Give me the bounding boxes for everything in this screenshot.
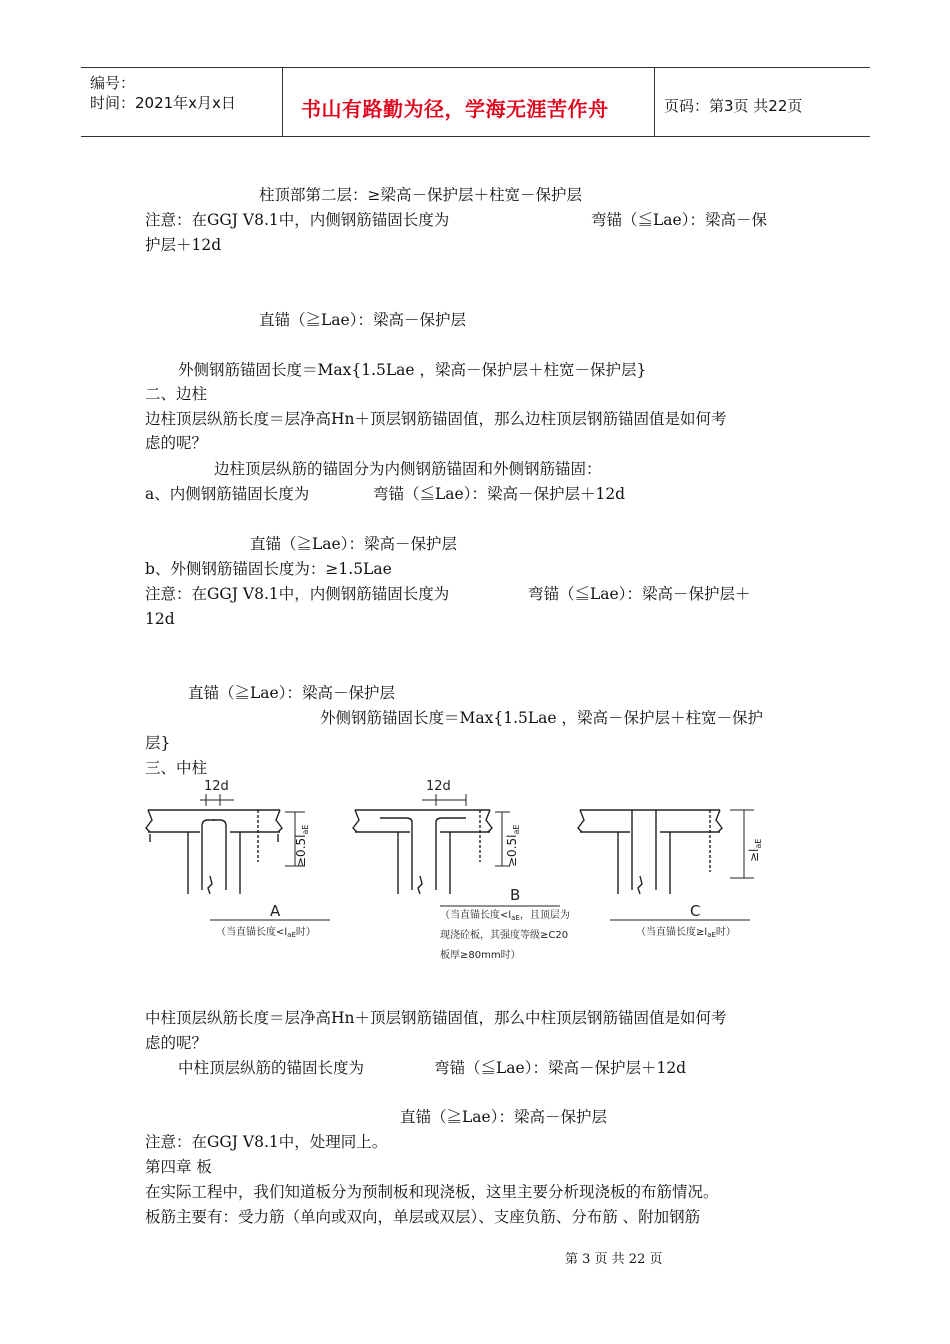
dim-05lae-b: $\ge 0.5l_{aE}$ (505, 824, 521, 867)
header-divider (282, 68, 283, 136)
dim-12d-a: 12d (204, 779, 229, 794)
text-line: 直锚（≧Lae）：梁高－保护层 (259, 311, 466, 329)
caption-b-line1: （当直锚长度$<l_{aE}$，且顶层为 (440, 910, 570, 922)
detail-b-drawing (353, 794, 560, 906)
header-motto: 书山有路勤为径，学海无涯苦作舟 (301, 97, 609, 121)
text-line: 中柱顶层纵筋长度＝层净高Hn＋顶层钢筋锚固值，那么中柱顶层钢筋锚固值是如何考 (145, 1009, 727, 1027)
dim-12d-b: 12d (426, 779, 451, 794)
text-line: 12d (145, 610, 175, 628)
text-line: 弯锚（≦Lae）：梁高－保护层＋12d (373, 485, 626, 503)
header-page-info: 页码：第3页 共22页 (664, 97, 803, 115)
doc-time-label: 时间：2021年x月x日 (90, 94, 236, 112)
caption-a: （当直锚长度$<l_{aE}$时） (216, 927, 316, 939)
header-divider (654, 68, 655, 136)
detail-c-drawing (578, 810, 754, 920)
text-line: 虑的呢？ (145, 434, 208, 452)
text-line: 外侧钢筋锚固长度＝Max{1.5Lae ，梁高－保护层＋柱宽－保护层} (178, 361, 647, 379)
caption-c: （当直锚长度$\ge l_{aE}$时） (636, 927, 736, 939)
text-line: 在实际工程中，我们知道板分为预制板和现浇板，这里主要分析现浇板的布筋情况。 (145, 1183, 719, 1201)
text-line: 注意：在GGJ V8.1中，处理同上。 (145, 1133, 388, 1151)
caption-b-line3: 板厚≥80mm时） (440, 950, 521, 961)
text-line: 板筋主要有：受力筋（单向或双向，单层或双层）、支座负筋、分布筋 、附加钢筋 (145, 1208, 701, 1226)
page-footer: 第 3 页 共 22 页 (565, 1252, 663, 1267)
column-anchorage-figure (140, 772, 810, 972)
text-line: 外侧钢筋锚固长度＝Max{1.5Lae ，梁高－保护层＋柱宽－保护 (320, 709, 764, 727)
text-line: 直锚（≧Lae）：梁高－保护层 (188, 684, 395, 702)
caption-b-line2: 现浇砼板，其强度等级≥C20 (440, 930, 569, 941)
text-line: b、外侧钢筋锚固长度为：≥1.5Lae (145, 560, 392, 578)
chapter-heading: 第四章 板 (145, 1158, 212, 1176)
text-line: 柱顶部第二层：≥梁高－保护层＋柱宽－保护层 (259, 186, 582, 204)
text-line: 注意：在GGJ V8.1中，内侧钢筋锚固长度为 (145, 211, 450, 229)
text-line: 注意：在GGJ V8.1中，内侧钢筋锚固长度为 (145, 585, 450, 603)
doc-number-label: 编号： (90, 74, 136, 92)
text-line: 中柱顶层纵筋的锚固长度为 (178, 1059, 365, 1077)
text-line: 边柱顶层纵筋的锚固分为内侧钢筋锚固和外侧钢筋锚固： (214, 460, 602, 478)
dim-05lae-a: $\ge 0.5l_{aE}$ (294, 824, 310, 867)
section-heading: 三、中柱 (145, 759, 208, 777)
text-line: 弯锚（≦Lae）：梁高－保护层＋12d (434, 1059, 687, 1077)
label-b: B (510, 886, 521, 904)
text-line: 边柱顶层纵筋长度＝层净高Hn＋顶层钢筋锚固值，那么边柱顶层钢筋锚固值是如何考 (145, 410, 727, 428)
text-line: 弯锚（≦Lae）：梁高－保护层＋ (528, 585, 751, 603)
text-line: 弯锚（≦Lae）：梁高－保 (591, 211, 767, 229)
dim-lae-c: $\ge l_{aE}$ (747, 838, 763, 862)
text-line: 直锚（≧Lae）：梁高－保护层 (400, 1108, 607, 1126)
text-line: 虑的呢？ (145, 1034, 208, 1052)
text-line: 直锚（≧Lae）：梁高－保护层 (250, 535, 457, 553)
text-line: 层} (145, 734, 171, 752)
label-c: C (690, 902, 701, 920)
label-a: A (270, 902, 281, 920)
section-heading: 二、边柱 (145, 385, 208, 403)
text-line: a、内侧钢筋锚固长度为 (145, 485, 310, 503)
text-line: 护层＋12d (145, 236, 222, 254)
